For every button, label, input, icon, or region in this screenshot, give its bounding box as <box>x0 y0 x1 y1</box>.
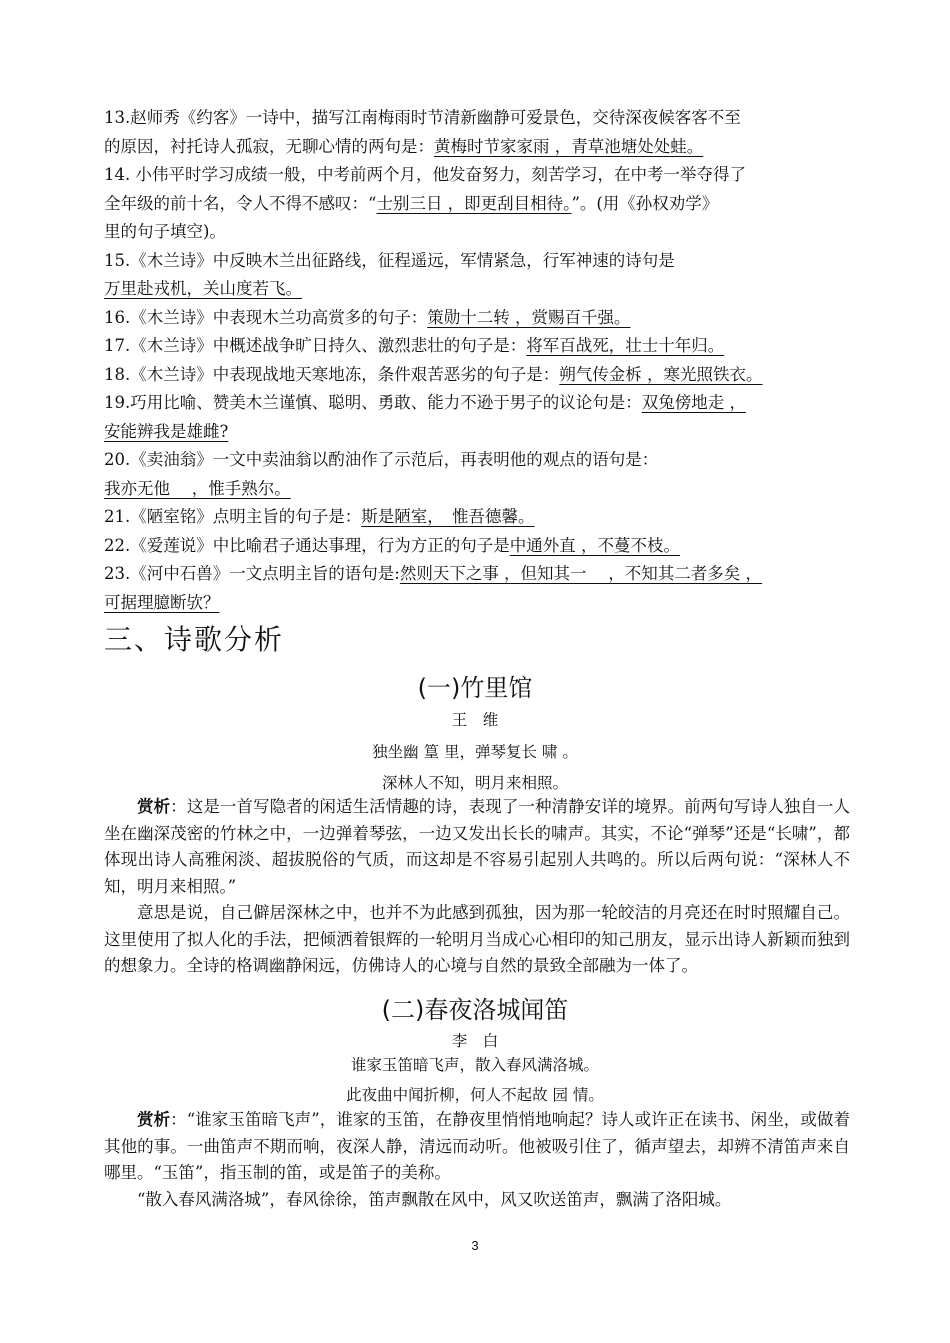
question-14: 14. 小伟平时学习成绩一般，中考前两个月，他发奋努力，刻苦学习，在中考一举夺得了 <box>104 165 746 184</box>
question-17: 17.《木兰诗》中概述战争旷日持久、激烈悲壮的句子是：将军百战死，壮士十年归。 <box>104 336 725 355</box>
analysis-label: 赏析 <box>137 1110 171 1129</box>
question-16: 16.《木兰诗》中表现木兰功高赏多的句子：策勋十二转 ，赏赐百千强。 <box>104 307 631 327</box>
question-23-cont <box>104 589 850 618</box>
page-number: 3 <box>471 1238 479 1253</box>
question-22: 22.《爱莲说》中比喻君子通达事理，行为方正的句子是中通外直 ，不蔓不枝。 <box>104 535 680 555</box>
poem2-line2: 此夜曲中闻折柳，何人不起故 园 情。 <box>346 1086 604 1104</box>
question-20-cont <box>104 475 850 504</box>
poem1-analysis <box>104 794 850 980</box>
question-14-cont: 全年级的前十名，令人不得不感叹：“士别三日 ，即更刮目相待。”。(用《孙权劝学》 <box>104 193 719 213</box>
answer-17: 将军百战死，壮士十年归。 <box>526 336 725 355</box>
poem2-analysis-p2: “散入春风满洛城”，春风徐徐，笛声飘散在风中，风又吹送笛声，飘满了洛阳城。 <box>137 1189 732 1209</box>
analysis-label: 赏析 <box>137 797 171 816</box>
answer-22: 中通外直 ，不蔓不枝。 <box>509 535 680 555</box>
question-14-cont2: 里的句子填空)。 <box>104 222 226 241</box>
section-title: 三、诗歌分析 <box>104 623 285 656</box>
answer-18: 朔气传金柝 ，寒光照铁衣。 <box>559 364 763 384</box>
poem2-line1: 谁家玉笛暗飞声，散入春风满洛城。 <box>350 1056 599 1074</box>
answer-20: 我亦无他 ，惟手熟尔。 <box>104 478 291 498</box>
answer-13: 黄梅时节家家雨 ，青草池塘处处蛙。 <box>434 136 704 156</box>
question-15-cont <box>104 275 850 304</box>
poem1-author: 王 维 <box>451 711 499 729</box>
answer-14: 士别三日 ，即更刮目相待。 <box>376 193 572 213</box>
poem1-analysis-p2: 意思是说，自己僻居深林之中，也并不为此感到孤独，因为那一轮皎洁的月亮还在时时照耀自己。这里使用了拟人化的手法，把倾洒着银辉的一轮明月当成心心相印的知己朋友，显示出诗人新颖而独到的想象力。全诗的格调幽静闲远，仿佛诗人的心境与自然的景致全部融为一体了。 <box>104 903 850 975</box>
poem2-author: 李 白 <box>451 1032 499 1050</box>
question-23: 23.《河中石兽》一文点明主旨的语句是:然则天下之事 ，但知其一 ，不知其二者多矣 ， <box>104 564 763 583</box>
poem1-line1: 独坐幽 篁 里，弹琴复长 啸 。 <box>372 743 578 761</box>
answer-23b: 可据理臆断欤？ <box>104 592 220 612</box>
question-list <box>104 104 850 617</box>
poem2-analysis-p1: 赏析：“谁家玉笛暗飞声”，谁家的玉笛，在静夜里悄悄地响起？诗人或许正在读书、闲坐，或做着其他的事。一曲笛声不期而响，夜深人静，清远而动听。他被吸引住了，循声望去，却辨不清笛声来自哪里。“玉笛”，指玉制的笛，或是笛子的美称。 <box>104 1110 851 1182</box>
answer-23a: 然则天下之事 ，但知其一 ，不知其二者多矣 ， <box>399 564 763 583</box>
question-13: 13.赵师秀《约客》一诗中，描写江南梅雨时节清新幽静可爱景色，交待深夜候客客不至 <box>104 108 741 127</box>
question-21: 21.《陋室铭》点明主旨的句子是：斯是陋室， 惟吾德馨。 <box>104 507 535 526</box>
question-20: 20.《卖油翁》一文中卖油翁以酌油作了示范后，再表明他的观点的语句是： <box>104 450 659 469</box>
poem1-analysis-p1: 赏析：这是一首写隐者的闲适生活情趣的诗，表现了一种清静安详的境界。前两句写诗人独自一人坐在幽深茂密的竹林之中，一边弹着琴弦，一边又发出长长的啸声。其实，不论“弹琴”还是“长啸”，都体现出诗人高雅闲淡、超拔脱俗的气质，而这却是不容易引起别人共鸣的。所以后两句说：“深林人不知，明月来相照。” <box>104 797 851 896</box>
answer-15: 万里赴戎机，关山度若飞。 <box>104 279 302 298</box>
poem1-line2: 深林人不知，明月来相照。 <box>381 774 568 792</box>
poem2-analysis <box>104 1107 850 1213</box>
answer-21: 斯是陋室， 惟吾德馨。 <box>361 507 535 526</box>
answer-19a: 双兔傍地走 ， <box>641 393 746 412</box>
question-15: 15.《木兰诗》中反映木兰出征路线，征程遥远，军情紧急，行军神速的诗句是 <box>104 250 675 270</box>
question-19: 19.巧用比喻、赞美木兰谨慎、聪明、勇敢、能力不逊于男子的议论句是：双兔傍地走 ， <box>104 393 746 412</box>
poem1-title: (一)竹里馆 <box>417 674 533 702</box>
answer-19b: 安能辨我是雄雌? <box>104 421 229 441</box>
question-13-cont: 的原因，衬托诗人孤寂，无聊心情的两句是：黄梅时节家家雨 ，青草池塘处处蛙。 <box>104 136 704 156</box>
question-19-cont <box>104 418 850 447</box>
question-18: 18.《木兰诗》中表现战地天寒地冻，条件艰苦恶劣的句子是：朔气传金柝 ，寒光照铁衣。 <box>104 364 763 384</box>
poem2-title: (二)春夜洛城闻笛 <box>381 996 569 1024</box>
answer-16: 策勋十二转 ，赏赐百千强。 <box>427 307 631 327</box>
